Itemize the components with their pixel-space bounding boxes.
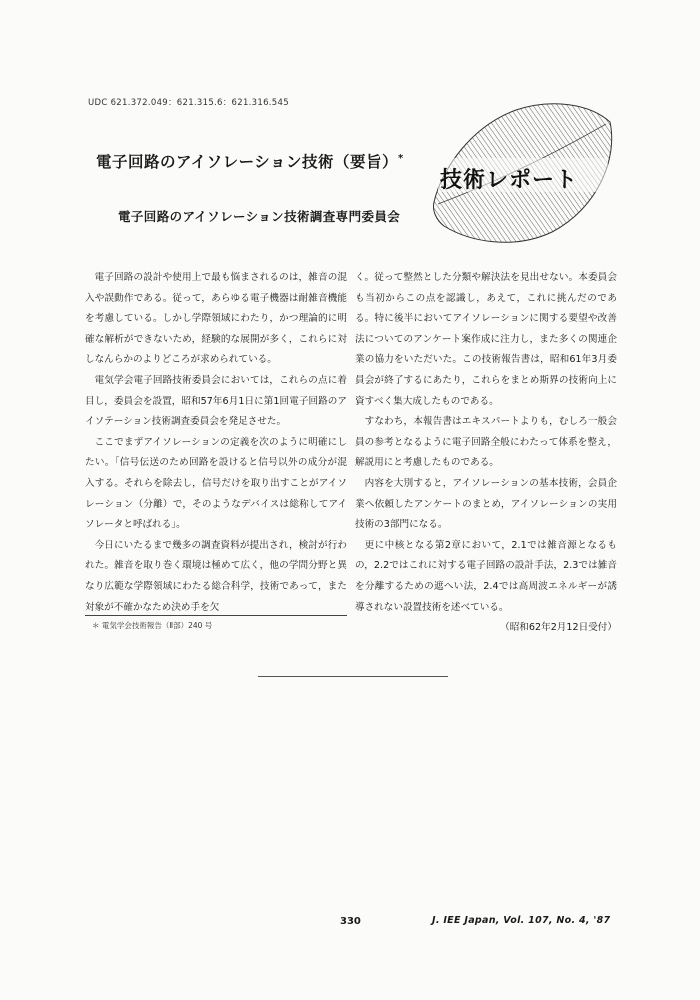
paragraph: ここでまずアイソレーションの定義を次のように明確にしたい。「信号伝送のため回路を設けると信号以外の成分が混入する。それらを除去し，信号だけを取り出すことがアイソレーション（分離）で，そのようなデバイスは総称してアイソレータと呼ばれる」。 (85, 436, 347, 531)
footnote: ＊ 電気学会技術報告（Ⅱ部）240 号 (92, 621, 213, 630)
paragraph: 更に中核となる第2章において，2.1では雑音源となるもの，2.2ではこれに対する電子回路の設計手法，2.3では雑音を分離するための遮へい法，2.4では高周波エネルギーが誘導されない設置技術を述べている。 (355, 539, 617, 613)
footnote-divider (85, 615, 347, 616)
title-footnote-mark: * (398, 152, 404, 164)
paragraph: 今日にいたるまで幾多の調査資料が提出され，検討が行われた。雑音を取り巻く環境は極めて広く，他の学問分野と異なり広範な学際領域にわたる総合科学，技術であって，また対象が不確かなため決め手を欠 (85, 539, 347, 613)
paragraph: く。従って整然とした分類や解決法を見出せない。本委員会も当初からこの点を認識し，あえて，これに挑んだのである。特に後半においてアイソレーションに関する要望や改善法についてのアンケート案作成に注力し，また多くの関連企業の協力をいただいた。この技術報告書は，昭和61年3月委員会が終了するにあたり，これらをまとめ斯界の技術向上に資すべく集大成したものである。 (355, 272, 617, 407)
received-date: （昭和62年2月12日受付） (500, 622, 617, 634)
paragraph: 電気学会電子回路技術委員会においては，これらの点に着目し，委員会を設置，昭和57年6月1日に第1回電子回路のアイソテーション技術調査委員会を発足させた。 (85, 374, 347, 428)
right-column (355, 268, 617, 639)
page-title (96, 150, 404, 172)
section-divider (258, 676, 448, 677)
journal-citation: J. IEE Japan, Vol. 107, No. 4, '87 (432, 915, 611, 926)
committee-name: 電子回路のアイソレーション技術調査専門委員会 (118, 209, 401, 224)
left-column (85, 268, 347, 618)
paragraph: 内容を大別すると，アイソレーションの基本技術，会員企業へ依頼したアンケートのまとめ，アイソレーションの実用技術の3部門になる。 (355, 477, 617, 531)
title-text: 電子回路のアイソレーション技術（要旨） (96, 153, 398, 171)
paragraph: 電子回路の設計や使用上で最も悩まされるのは，雑音の混入や誤動作である。従って，あらゆる電子機器は耐雑音機能を考慮している。しかし学際領域にわたり，かつ理論的に明確な解析ができないため，経験的な展開が多く，これらに対しなんらかのよりどころが求められている。 (85, 272, 347, 366)
paragraph: すなわち，本報告書はエキスパートよりも，むしろ一般会員の参考となるように電子回路全般にわたって体系を整え，解説用にと考慮したものである。 (355, 416, 617, 469)
page-number: 330 (340, 916, 361, 927)
udc-code: UDC 621.372.049：621.315.6：621.316.545 (88, 98, 289, 108)
tech-report-label: 技術レポート (440, 168, 579, 193)
